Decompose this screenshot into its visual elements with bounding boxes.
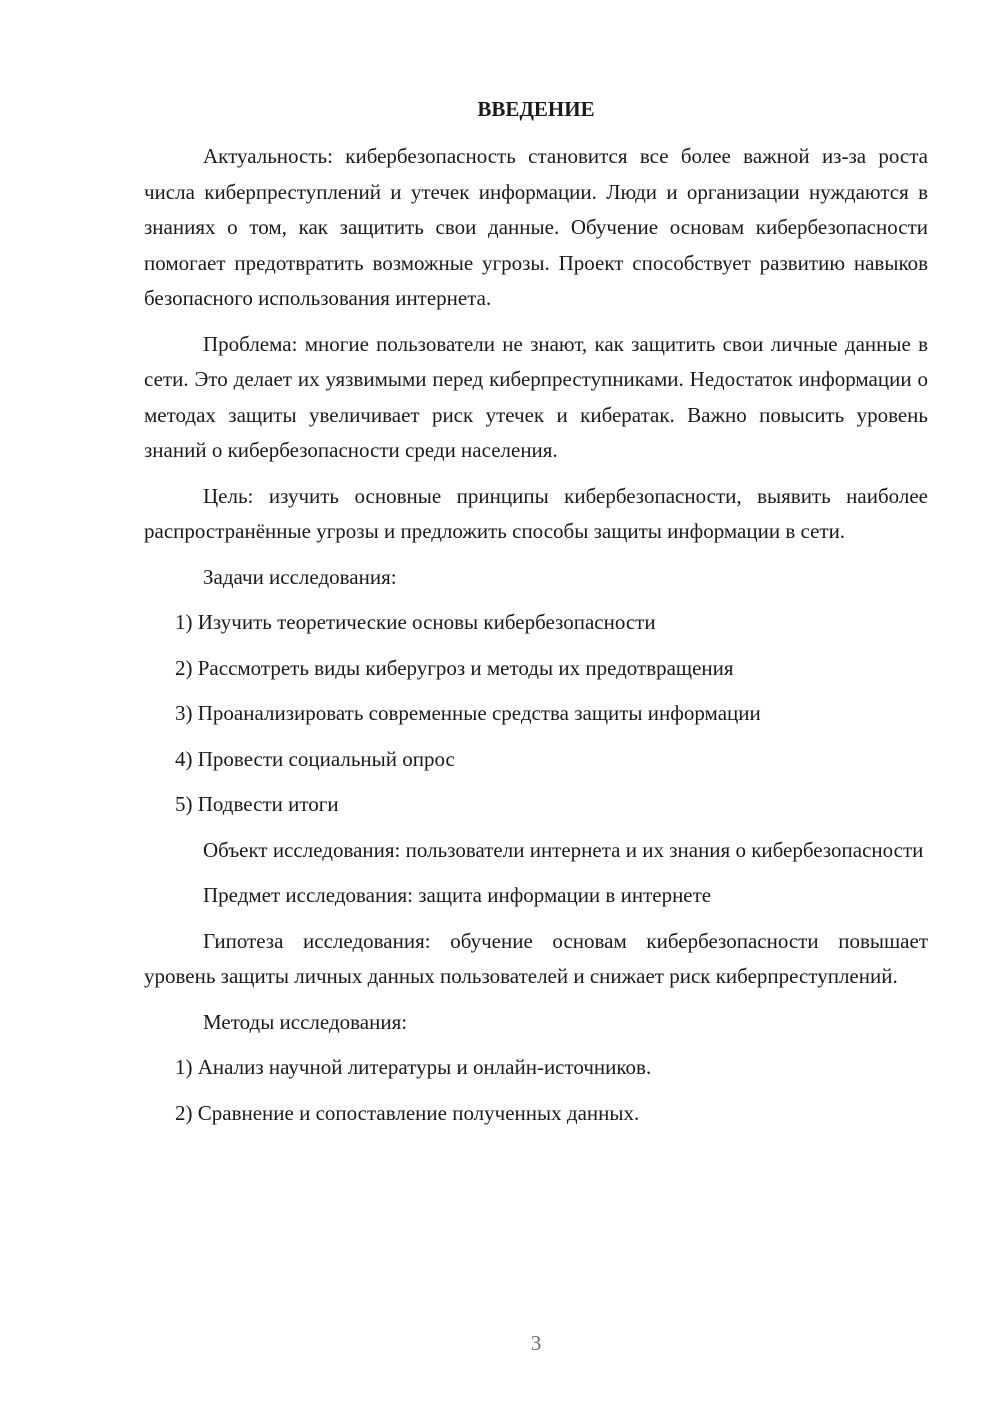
problem-paragraph: Проблема: многие пользователи не знают, как защитить свои личные данные в сети. Это делает их уязвимыми перед киберпреступниками. Недостаток информации о методах защиты увеличивает риск утечек и кибератак. Важно повысить уровень знаний о кибербезопасности среди населения. bbox=[144, 331, 928, 462]
object-paragraph: Объект исследования: пользователи интернета и их знания о кибербезопасности bbox=[203, 837, 924, 862]
list-item: 1) Анализ научной литературы и онлайн-источников. bbox=[175, 1055, 652, 1079]
list-item: 2) Сравнение и сопоставление полученных данных. bbox=[175, 1100, 640, 1125]
tasks-list bbox=[144, 605, 928, 823]
list-item: 5) Подвести итоги bbox=[175, 792, 339, 816]
list-item: 1) Изучить теоретические основы кибербезопасности bbox=[175, 610, 656, 634]
list-item: 4) Провести социальный опрос bbox=[175, 746, 455, 771]
document-page bbox=[144, 92, 928, 1141]
section-title: ВВЕДЕНИЕ bbox=[477, 97, 595, 121]
list-item: 3) Проанализировать современные средства защиты информации bbox=[175, 701, 761, 725]
goal-paragraph: Цель: изучить основные принципы кибербезопасности, выявить наиболее распространённые угрозы и предложить способы защиты информации в сети. bbox=[144, 483, 928, 543]
methods-list bbox=[144, 1050, 928, 1131]
methods-heading: Методы исследования: bbox=[203, 1009, 408, 1034]
hypothesis-paragraph: Гипотеза исследования: обучение основам кибербезопасности повышает уровень защиты личных данных пользователей и снижает риск киберпреступлений. bbox=[144, 928, 928, 988]
subject-paragraph: Предмет исследования: защита информации в интернете bbox=[203, 883, 712, 907]
relevance-paragraph: Актуальность: кибербезопасность становится все более важной из-за роста числа киберпреступлений и утечек информации. Люди и организации нуждаются в знаниях о том, как защитить свои данные. Обучение основам кибербезопасности помогает предотвратить возможные угрозы. Проект способствует развитию навыков безопасного использования интернета. bbox=[144, 144, 928, 310]
list-item: 2) Рассмотреть виды киберугроз и методы их предотвращения bbox=[175, 655, 734, 680]
page-number: 3 bbox=[530, 1331, 542, 1355]
tasks-heading: Задачи исследования: bbox=[203, 564, 397, 589]
